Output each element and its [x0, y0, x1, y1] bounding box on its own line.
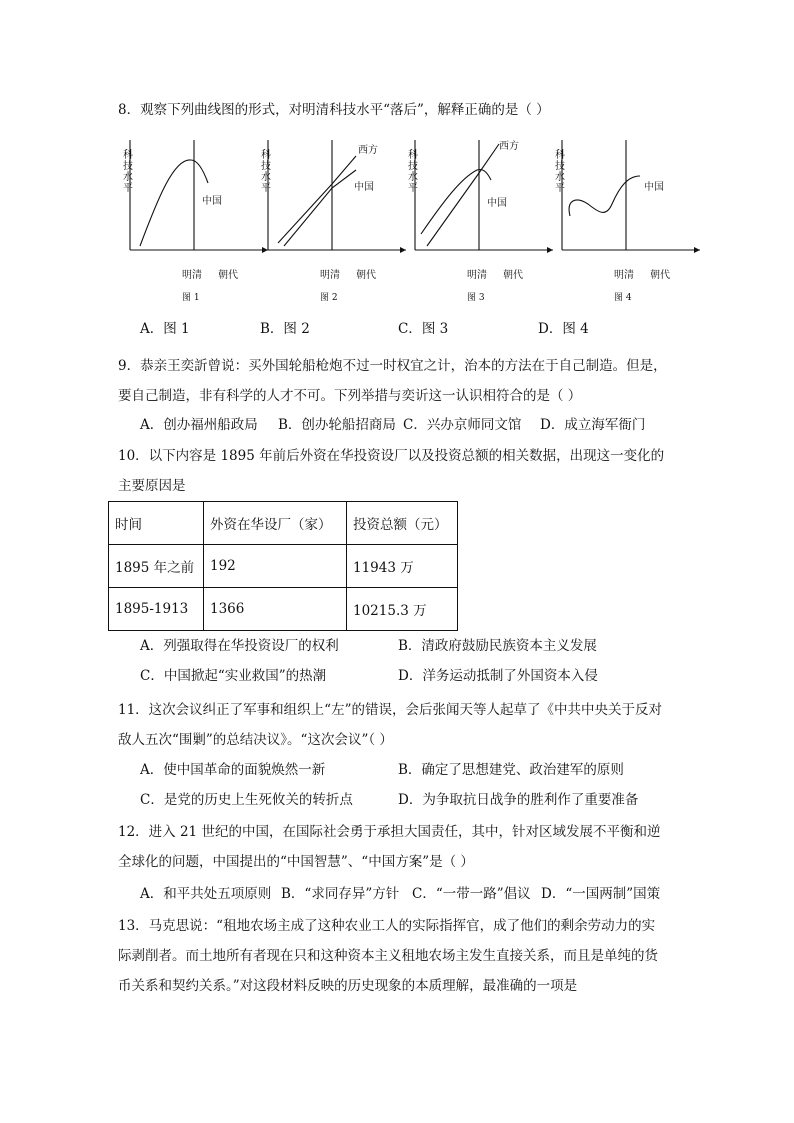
- x-axis-label: 朝代: [356, 270, 376, 281]
- question-13-stem-line-2: 际剥削者。而土地所有者现在只和这种资本主义租地农场主发生直接关系，而且是单纯的货: [118, 948, 658, 964]
- question-8-stem: 8．观察下列曲线图的形式，对明清科技水平“落后”，解释正确的是（ ）: [118, 102, 550, 118]
- table-cell: 1366: [204, 588, 347, 631]
- q9-option-d[interactable]: D．成立海军衙门: [540, 417, 646, 433]
- west-curve: [278, 156, 356, 243]
- figure-caption: 图 2: [320, 293, 338, 303]
- q12-option-c[interactable]: C．“一带一路”倡议: [412, 886, 531, 902]
- question-11-stem-line-2: 敌人五次“围剿”的总结决议》。“这次会议”（ ）: [118, 732, 393, 748]
- table-header-cell: 投资总额（元）: [347, 502, 458, 545]
- question-10-stem-line-1: 10．以下内容是 1895 年前后外资在华投资设厂以及投资总额的相关数据，出现这一变化的: [118, 448, 665, 464]
- y-label-char: 科: [123, 150, 133, 161]
- q10-option-a[interactable]: A．列强取得在华投资设厂的权利: [140, 638, 339, 654]
- figure-caption: 图 4: [614, 293, 632, 303]
- table-header-row: [109, 502, 458, 545]
- q9-option-b[interactable]: B．创办轮船招商局: [278, 417, 396, 433]
- x-axis-arrow: [694, 247, 700, 253]
- y-label-char: 科: [555, 150, 565, 161]
- q12-option-b[interactable]: B．“求同存异”方针: [281, 886, 400, 902]
- y-label-char: 水: [408, 172, 418, 183]
- series-label-west: 西方: [358, 145, 378, 156]
- q8-option-c[interactable]: C．图 3: [398, 321, 449, 337]
- y-label-char: 平: [408, 183, 418, 194]
- figure-caption: 图 3: [467, 293, 485, 303]
- west-curve: [427, 144, 499, 246]
- y-label-char: 水: [261, 172, 271, 183]
- q10-option-d[interactable]: D．洋务运动抵制了外国资本入侵: [398, 668, 598, 684]
- table-header-cell: 时间: [109, 502, 204, 545]
- q9-option-c[interactable]: C．兴办京师同文馆: [403, 417, 522, 433]
- x-tick-label: 明清: [182, 270, 202, 281]
- question-9-stem-line-1: 9．恭亲王奕訢曾说：买外国轮船枪炮不过一时权宜之计，治本的方法在于自己制造。但是，: [118, 358, 667, 374]
- y-label-char: 科: [261, 150, 271, 161]
- y-label-char: 水: [555, 172, 565, 183]
- question-10-stem-line-2: 主要原因是: [118, 478, 186, 494]
- y-label-char: 水: [123, 172, 133, 183]
- question-11-stem-line-1: 11．这次会议纠正了军事和组织上“左”的错误，会后张闻天等人起草了《中共中央关于反对: [118, 702, 662, 718]
- x-axis-label: 朝代: [650, 270, 670, 281]
- q8-option-b[interactable]: B．图 2: [260, 321, 310, 337]
- q12-option-a[interactable]: A．和平共处五项原则: [140, 886, 272, 902]
- series-label-china: 中国: [354, 182, 374, 193]
- q10-option-b[interactable]: B．清政府鼓励民族资本主义发展: [398, 638, 597, 654]
- figure-2: [256, 138, 406, 308]
- y-label-char: 技: [123, 161, 133, 172]
- figure-1-axes: [130, 140, 268, 250]
- y-label-char: 平: [261, 183, 271, 194]
- q9-option-a[interactable]: A．创办福州船政局: [140, 417, 258, 433]
- table-cell: 192: [204, 545, 347, 588]
- china-curve: [421, 169, 491, 234]
- china-curve: [569, 176, 640, 216]
- q11-option-c[interactable]: C．是党的历史上生死攸关的转折点: [140, 792, 353, 808]
- figure-2-axes: [268, 140, 406, 250]
- x-axis-label: 朝代: [503, 270, 523, 281]
- table-header-cell: 外资在华设厂（家）: [204, 502, 347, 545]
- y-label-char: 科: [408, 150, 418, 161]
- x-tick-label: 明清: [467, 270, 487, 281]
- q10-option-c[interactable]: C．中国掀起“实业救国”的热潮: [140, 668, 327, 684]
- question-9-stem-line-2: 要自己制造，非有科学的人才不可。下列举措与奕䜣这一认识相符合的是（ ）: [118, 388, 582, 404]
- y-label-char: 平: [123, 183, 133, 194]
- series-label-west: 西方: [499, 141, 519, 152]
- q11-option-d[interactable]: D．为争取抗日战争的胜利作了重要准备: [398, 792, 639, 808]
- table-row: [109, 588, 458, 631]
- question-12-stem-line-1: 12．进入 21 世纪的中国，在国际社会勇于承担大国责任，其中，针对区域发展不平衡和逆: [118, 824, 661, 840]
- series-label-china: 中国: [202, 196, 222, 207]
- x-tick-label: 明清: [614, 270, 634, 281]
- table-cell: 11943 万: [347, 545, 458, 588]
- q11-option-b[interactable]: B．确定了思想建党、政治建军的原则: [398, 762, 624, 778]
- table-cell: 1895 年之前: [109, 545, 204, 588]
- x-axis-label: 朝代: [218, 270, 238, 281]
- y-label-char: 技: [408, 161, 418, 172]
- figure-1: [118, 138, 268, 308]
- figure-1-chart: [118, 138, 268, 308]
- table-cell: 10215.3 万: [347, 588, 458, 631]
- figure-4-chart: [550, 138, 700, 308]
- series-label-china: 中国: [644, 182, 664, 193]
- question-13-stem-line-3: 币关系和契约关系。”对这段材料反映的历史现象的本质理解，最准确的一项是: [118, 978, 578, 994]
- table-cell: 1895-1913: [109, 588, 204, 631]
- question-13-stem-line-1: 13．马克思说：“租地农场主成了这种农业工人的实际指挥官，成了他们的剩余劳动力的实: [118, 918, 656, 934]
- figure-3: [403, 138, 553, 308]
- y-label-char: 技: [555, 161, 565, 172]
- series-label-china: 中国: [487, 198, 507, 209]
- figure-4: [550, 138, 700, 308]
- q8-option-a[interactable]: A．图 1: [140, 321, 190, 337]
- question-12-stem-line-2: 全球化的问题，中国提出的“中国智慧”、“中国方案”是（ ）: [118, 854, 474, 870]
- q8-option-d[interactable]: D．图 4: [538, 321, 589, 337]
- figure-caption: 图 1: [182, 293, 200, 303]
- x-tick-label: 明清: [320, 270, 340, 281]
- figure-3-chart: [403, 138, 553, 308]
- figure-4-axes: [562, 140, 700, 250]
- q12-option-d[interactable]: D．“一国两制”国策: [541, 886, 661, 902]
- q11-option-a[interactable]: A．使中国革命的面貌焕然一新: [140, 762, 326, 778]
- y-label-char: 技: [261, 161, 271, 172]
- investment-table: [108, 501, 458, 631]
- y-label-char: 平: [555, 183, 565, 194]
- figure-2-chart: [256, 138, 406, 308]
- china-curve: [284, 170, 356, 246]
- table-row: [109, 545, 458, 588]
- china-curve: [140, 160, 208, 246]
